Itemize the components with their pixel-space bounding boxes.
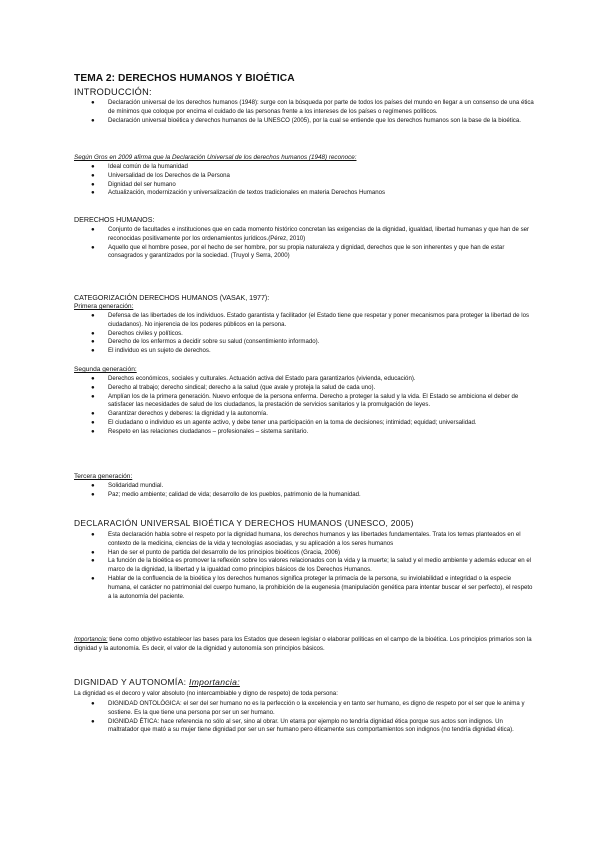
list-item-text: Garantizar derechos y deberes: la dignidad y la autonomía. (108, 410, 268, 418)
gros-list (74, 163, 534, 198)
gen3-label: Tercera generación: (74, 473, 133, 480)
intro-list (74, 99, 534, 125)
list-item-text: Defensa de las libertades de los individuos. Estado garantista y facilitador (el Estado tiene que respetar y poner mecanismos para proteger la libertad de los ciudadanos). No injerencia de los poderes públicos en la persona. (108, 312, 530, 328)
dig-heading-sub: Importancia: (189, 677, 240, 687)
dig-intro: La dignidad es el decoro y valor absoluto (no intercambiable y digno de respeto) de toda persona: (74, 690, 338, 697)
bullet-icon: ● (91, 717, 95, 725)
gen1-label: Primera generación: (74, 303, 134, 310)
bullet-icon: ● (91, 427, 95, 435)
bullet-icon: ● (91, 99, 95, 106)
list-item-text: El individuo es un sujeto de derechos. (108, 347, 211, 355)
list-item (74, 575, 534, 601)
list-item (74, 172, 534, 181)
list-item (74, 718, 534, 736)
bullet-icon: ● (91, 375, 95, 382)
list-item-text: Derechos civiles y políticos. (108, 329, 183, 337)
list-item-text: La función de la bioética es promover la reflexión sobre los valores relacionados con la vida y la muerte; la salud y el medio ambiente y además educar en el marco de la dignidad, la libertad y la igualdad como principios básicos de los Derechos Humanos. (108, 557, 532, 574)
udb-list (74, 531, 534, 601)
bullet-icon: ● (91, 189, 95, 197)
list-item-text: Esta declaración habla sobre el respeto por la dignidad humana, los derechos humanos y las libertades fundamentales. Trata los temas planteados en el contexto de la medicina, ciencias de la vida y tecnologías asociadas, y su aplicación a los seres humanos (108, 531, 521, 547)
dh-heading: DERECHOS HUMANOS: (74, 216, 155, 224)
gros-statement: Según Gros en 2009 afirma que la Declaración Universal de los derechos humanos (1948) reconoce: (74, 154, 357, 161)
gen2-list (74, 375, 534, 437)
list-item-text: Ideal común de la humanidad (108, 163, 188, 170)
list-item-text: Derechos económicos, sociales y culturales. Actuación activa del Estado para garantizarlos (vivienda, educación). (108, 375, 416, 382)
bullet-icon: ● (91, 531, 95, 538)
list-item-text: Universalidad de los Derechos de la Persona (108, 171, 230, 179)
importance-text: tiene como objetivo establecer las bases para los Estados que deseen legislar o elaborar políticas en el campo de la bioética. Los principios primarios son la dignidad y la autonomía. Es decir, el valor de la dignidad y autonomía son principios básicos. (74, 636, 532, 652)
list-item (74, 312, 534, 330)
bullet-icon: ● (91, 557, 95, 565)
list-item (74, 700, 534, 718)
dig-heading-row (74, 677, 240, 687)
list-item-text: Conjunto de facultades e instituciones que en cada momento histórico concretan las exigencias de la dignidad, igualdad, libertad humanas y que han de ser reconocidas positivamente por los ordenamientos jurídicos.(Pérez, 2010) (108, 226, 530, 242)
list-item (74, 482, 534, 491)
dh-list (74, 226, 534, 261)
list-item (74, 393, 534, 411)
bullet-icon: ● (91, 574, 95, 582)
list-item-text: Solidaridad mundial. (108, 482, 164, 489)
list-item-text: Derecho de los enfermos a decidir sobre su salud (consentimiento informado). (108, 338, 320, 346)
list-item (74, 557, 534, 575)
importance-label: Importancia: (74, 636, 108, 643)
bullet-icon: ● (91, 482, 95, 489)
list-item (74, 338, 534, 347)
bullet-icon: ● (91, 338, 95, 346)
gen2-label: Segunda generación: (74, 366, 137, 373)
list-item-text: Declaración universal de los derechos humanos (1948): surge con la búsqueda por parte de todos los países del mundo en llegar a un consenso de una ética de mínimos que coloque por encima el cuidado de las personas frente a los intereses de los países o regímenes políticos. (108, 99, 534, 115)
list-item-text: Dignidad del ser humano (108, 180, 176, 188)
list-item (74, 491, 534, 500)
gen3-list (74, 482, 534, 500)
bullet-icon: ● (91, 180, 95, 188)
list-item (74, 117, 534, 126)
list-item (74, 549, 534, 558)
bullet-icon: ● (91, 410, 95, 418)
bullet-icon: ● (91, 243, 95, 251)
list-item-text: Actualización, modernización y universalización de textos tradicionales en materia Derechos Humanos (108, 189, 386, 197)
bullet-icon: ● (91, 171, 95, 179)
list-item-text: Amplían los de la primera generación. Nuevo enfoque de la persona enferma. Derecho a proteger la salud y la vida. El Estado se ambiciona el deber de satisfacer las necesidades de salud de los ciudadanos, la prestación de servicios sanitarios y la promulgación de leyes. (108, 392, 519, 409)
list-item-text: Declaración universal bioética y derechos humanos de la UNESCO (2005), por la cual se entiende que los derechos humanos son la base de la bioética. (108, 116, 521, 124)
list-item (74, 163, 534, 172)
list-item-text: Aquello que el hombre posee, por el hecho de ser hombre, por su propia naturaleza y dignidad, derechos que le son inherentes y que han de estar consagrados y garantizados por la sociedad. (Truyol y Serra, 2000) (108, 243, 505, 260)
bullet-icon: ● (91, 383, 95, 391)
bullet-icon: ● (91, 347, 95, 355)
cat-heading: CATEGORIZACIÓN DERECHOS HUMANOS (VASAK, 1977): (74, 294, 270, 302)
list-item (74, 347, 534, 356)
list-item (74, 226, 534, 244)
list-item (74, 419, 534, 428)
list-item (74, 189, 534, 198)
list-item-text: Derecho al trabajo; derecho sindical; derecho a la salud (que avale y proteja la salud de cada uno). (108, 383, 376, 391)
list-item-text: Respeto en las relaciones ciudadanos – profesionales – sistema sanitario. (108, 427, 309, 435)
dig-heading: DIGNIDAD Y AUTONOMÍA: (74, 677, 187, 687)
list-item-text: DIGNIDAD ÉTICA: hace referencia no sólo al ser, sino al obrar. Un etarra por ejemplo no tendría dignidad ética porque sus actos son indignos. Un maltratador que mató a su mujer tiene dignidad por ser un ser humano pero éticamente sus comportamientos son indignos (no tendría dignidad ética). (108, 717, 514, 734)
udb-importance (74, 636, 534, 654)
bullet-icon: ● (91, 329, 95, 337)
bullet-icon: ● (91, 312, 95, 319)
bullet-icon: ● (91, 392, 95, 400)
udb-heading: DECLARACIÓN UNIVERSAL BIOÉTICA Y DERECHOS HUMANOS (UNESCO, 2005) (74, 518, 414, 528)
list-item (74, 410, 534, 419)
document-title: TEMA 2: DERECHOS HUMANOS Y BIOÉTICA (74, 73, 295, 84)
list-item (74, 330, 534, 339)
list-item-text: Hablar de la confluencia de la bioética y los derechos humanos significa proteger la primacía de la persona, su inviolabilidad e integridad o la especie humana, el carácter no patrimonial del cuerpo humano, la prohibición de la eugenesia (manipulación genética para intentar buscar el ser perfecto), el respeto a la autonomía del paciente. (108, 574, 533, 600)
bullet-icon: ● (91, 116, 95, 124)
list-item-text: Paz; medio ambiente; calidad de vida; desarrollo de los pueblos, patrimonio de la humanidad. (108, 490, 361, 498)
list-item-text: DIGNIDAD ONTOLÓGICA: el ser del ser humano no es la perfección o la excelencia y en tanto ser humano, es digno de respeto por el ser que le anima y sostiene. Es la que tiene una persona por ser un ser humano. (108, 700, 525, 716)
bullet-icon: ● (91, 490, 95, 498)
bullet-icon: ● (91, 548, 95, 556)
list-item-text: El ciudadano o individuo es un agente activo, y debe tener una participación en la toma de decisiones; intimidad; equidad; universalidad. (108, 418, 477, 426)
list-item (74, 181, 534, 190)
dig-list (74, 700, 534, 735)
bullet-icon: ● (91, 700, 95, 707)
bullet-icon: ● (91, 163, 95, 170)
list-item (74, 531, 534, 549)
list-item (74, 375, 534, 384)
list-item (74, 99, 534, 117)
list-item-text: Han de ser el punto de partida del desarrollo de los principios bioéticos (Gracia, 2006) (108, 548, 341, 556)
intro-heading: INTRODUCCIÓN: (74, 87, 152, 97)
list-item (74, 244, 534, 262)
list-item (74, 384, 534, 393)
bullet-icon: ● (91, 226, 95, 233)
gen1-list (74, 312, 534, 356)
list-item (74, 428, 534, 437)
bullet-icon: ● (91, 418, 95, 426)
